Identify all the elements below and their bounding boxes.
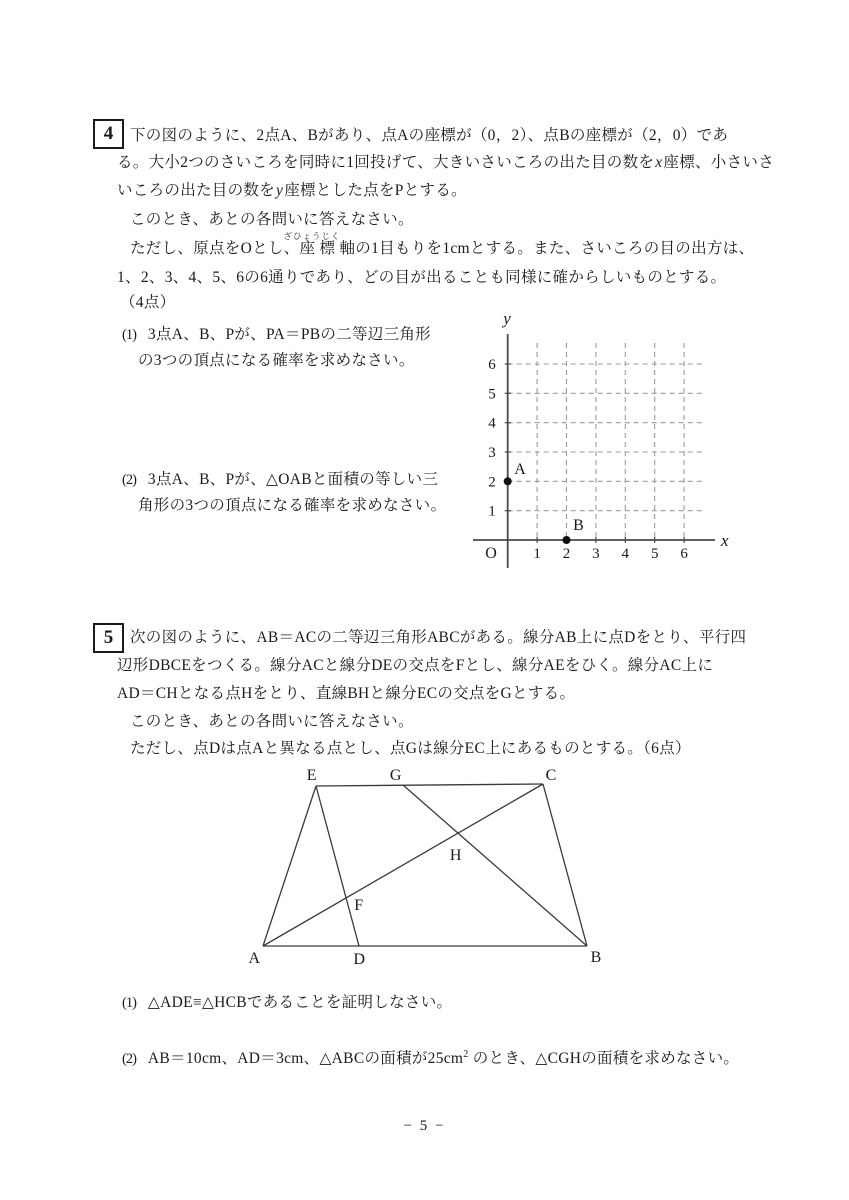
p4-line-4: このとき、あとの各問いに答えなさい。 <box>130 211 414 228</box>
p5-q1-label: (1) <box>122 995 136 1011</box>
x-tick-3: 3 <box>592 546 600 562</box>
p4-line-3-post: 座標とした点をPとする。 <box>284 182 467 199</box>
p4-line-5 <box>130 239 754 259</box>
point-a-label: A <box>514 461 526 478</box>
problem-4-number: 4 <box>93 119 124 149</box>
p5-line-4: このとき、あとの各問いに答えなさい。 <box>130 713 414 730</box>
p5-q2-label: (2) <box>122 1051 136 1068</box>
var-y: y <box>276 182 284 199</box>
p4-question-1-line-1 <box>122 325 431 345</box>
p4-question-2-line-2: 角形の3つの頂点になる確率を求めなさい。 <box>138 497 447 514</box>
p4-line-5-post: の1目もりを1cmとする。また、さいころの目の出方は、 <box>355 240 755 257</box>
p4-line-5-pre: ただし、原点をOとし、 <box>130 240 300 257</box>
grid-dashed-lines <box>508 343 705 540</box>
p5-q2-pre: AB＝10cm、AD＝3cm、△ABCの面積が25cm <box>147 1050 464 1068</box>
p4-q2-label: (2) <box>122 472 136 488</box>
p4-line-1: 下の図のように、2点A、Bがあり、点Aの座標が（0，2）、点Bの座標が（2，0）であ <box>130 127 729 144</box>
geometry-figure <box>245 758 625 988</box>
x-tick-labels <box>533 546 688 562</box>
p5-question-2 <box>122 1045 739 1069</box>
figure-lines <box>263 784 587 946</box>
point-b-dot <box>563 536 571 544</box>
p4-line-3-pre: いころの出た目の数を <box>117 182 276 199</box>
figure-label-b: B <box>590 949 602 966</box>
p5-question-1 <box>122 993 452 1013</box>
p4-line-2 <box>117 153 774 173</box>
p5-line-1: 次の図のように、AB＝ACの二等辺三角形ABCがある。線分AB上に点Dをとり、平行四 <box>130 629 747 646</box>
p4-question-2-line-1 <box>122 470 438 490</box>
p4-line-6: 1、2、3、4、5、6の6通りであり、どの目が出ることも同様に確からしいものとする。 <box>117 269 727 286</box>
p4-line-2-post: 座標、小さいさ <box>663 154 774 171</box>
x-tick-5: 5 <box>650 546 659 562</box>
y-tick-3: 3 <box>488 445 496 461</box>
y-tick-1: 1 <box>488 503 496 520</box>
p4-q1-text-1: 3点A、B、Pが、PA＝PBの二等辺三角形 <box>147 326 431 343</box>
p4-line-7: （4点） <box>120 294 176 311</box>
y-tick-4: 4 <box>488 415 496 432</box>
figure-label-a: A <box>248 950 261 967</box>
p5-line-2: 辺形DBCEをつくる。線分ACと線分DEの交点をFとし、線分AEをひく。線分AC上に <box>117 657 714 674</box>
furigana-zahyoujiku: ざひょうじく <box>283 231 341 241</box>
p4-q2-text-1: 3点A、B、Pが、△OABと面積の等しい三 <box>147 471 439 488</box>
p5-q1-text: △ADE≡△HCBであることを証明しなさい。 <box>147 994 453 1011</box>
axes <box>473 334 715 568</box>
page-number: − 5 − <box>403 1118 446 1134</box>
figure-label-e: E <box>306 767 317 784</box>
p4-line-5-rubybase: 座 標 軸 <box>299 240 356 257</box>
y-tick-5: 5 <box>488 386 496 403</box>
y-tick-labels <box>488 357 496 520</box>
p4-q1-label: (1) <box>122 327 136 343</box>
var-x: x <box>655 154 663 171</box>
point-a-dot <box>504 477 512 485</box>
figure-label-d: D <box>353 951 366 968</box>
figure-label-f: F <box>354 897 364 914</box>
y-tick-6: 6 <box>488 357 496 373</box>
y-axis-label: y <box>503 309 511 328</box>
p4-line-2-pre: る。大小2つのさいころを同時に1回投げて、大きいさいころの出た目の数を <box>117 154 655 171</box>
p4-line-3 <box>117 181 467 201</box>
p5-line-5: ただし、点Dは点Aと異なる点とし、点Gは線分EC上にあるものとする。（6点） <box>130 740 691 757</box>
p5-line-3: AD＝CHとなる点Hをとり、直線BHと線分ECの交点をGとする。 <box>117 685 576 702</box>
coordinate-grid-figure <box>455 300 755 585</box>
figure-label-h: H <box>449 847 462 864</box>
origin-label: O <box>485 545 497 562</box>
p4-question-1-line-2: の3つの頂点になる確率を求めなさい。 <box>138 352 415 369</box>
axis-tick-marks <box>505 364 684 543</box>
figure-label-g: G <box>389 767 402 784</box>
x-tick-2: 2 <box>562 546 571 562</box>
x-axis-label: x <box>721 531 729 550</box>
x-tick-4: 4 <box>621 546 630 562</box>
figure-label-c: C <box>545 767 557 784</box>
p5-q2-sup: 2 <box>463 1049 469 1060</box>
p5-q2-post: のとき、△CGHの面積を求めなさい。 <box>468 1050 740 1068</box>
point-b-label: B <box>573 517 584 534</box>
x-tick-1: 1 <box>533 546 541 562</box>
problem-5-number: 5 <box>93 623 124 653</box>
x-tick-6: 6 <box>680 546 688 562</box>
y-tick-2: 2 <box>488 474 496 491</box>
